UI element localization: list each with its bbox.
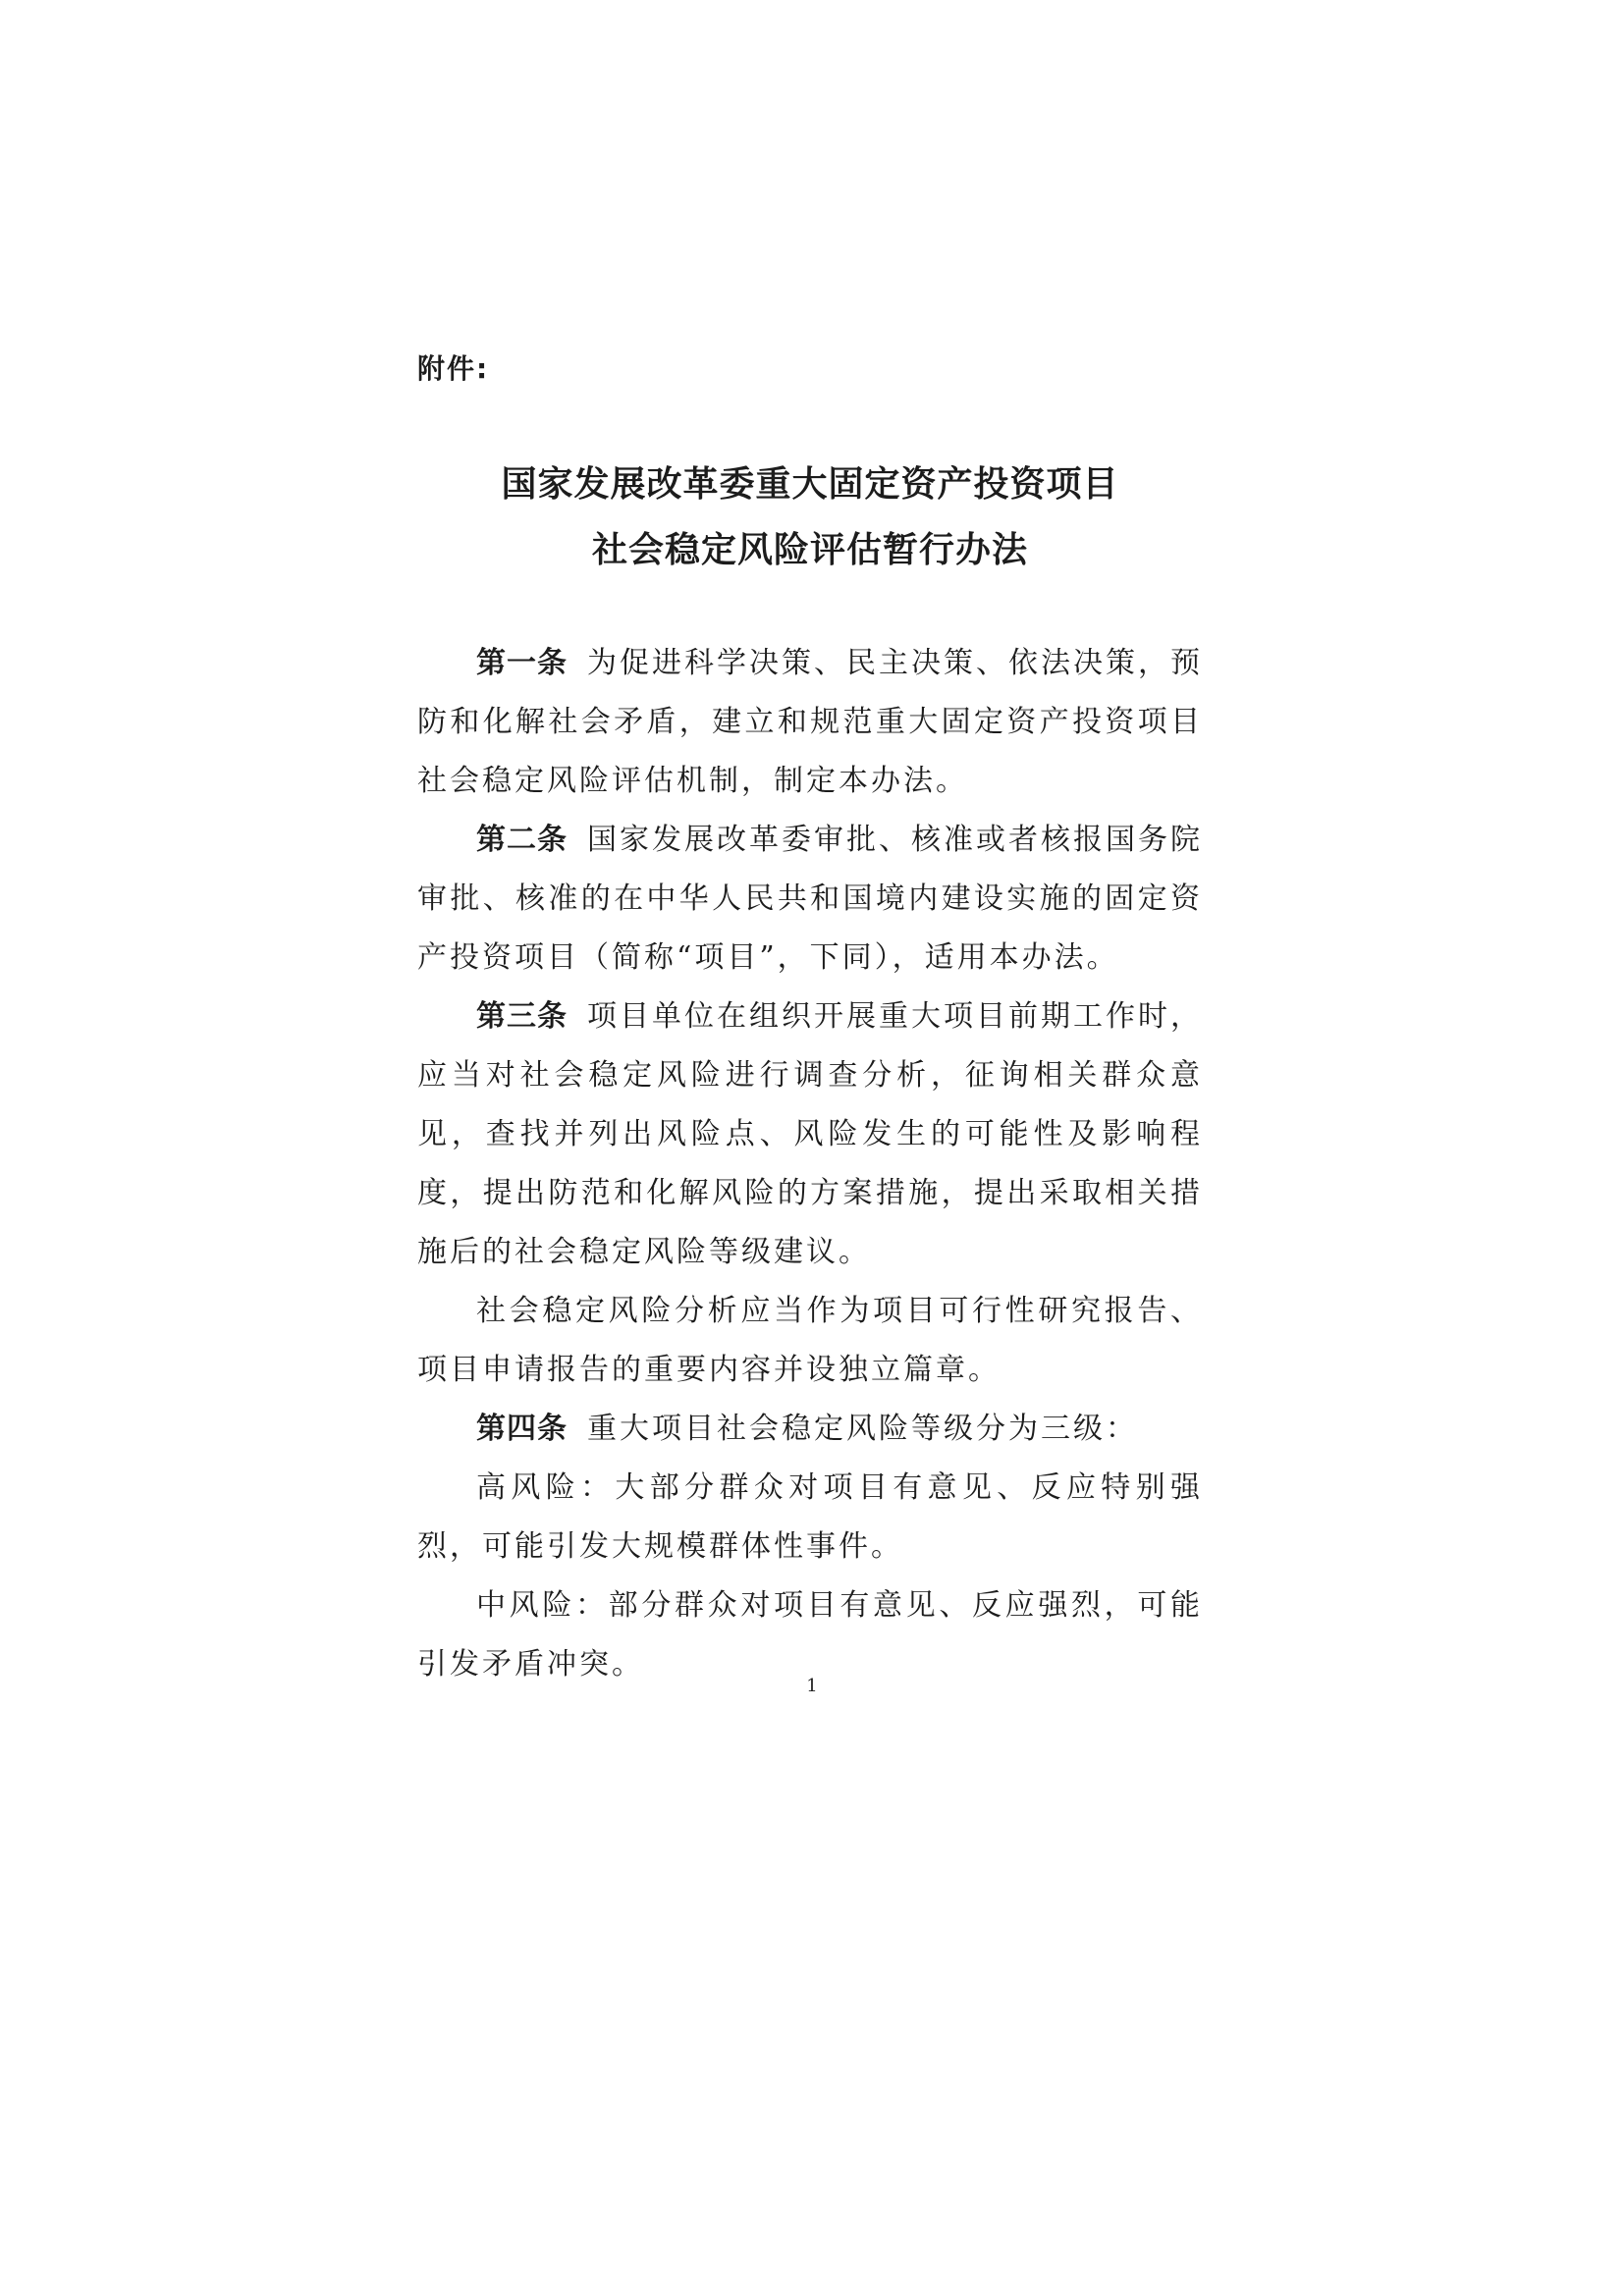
article-4-paragraph bbox=[417, 1400, 1203, 1459]
paragraph-text: 重大项目社会稳定风险等级分为三级： bbox=[587, 1412, 1138, 1446]
article-3-continuation-paragraph bbox=[417, 1282, 1203, 1400]
paragraph-text: 为促进科学决策、民主决策、依法决策，预防和化解社会矛盾，建立和规范重大固定资产投资项目社会稳定风险评估机制，制定本办法。 bbox=[417, 646, 1203, 798]
article-2-paragraph bbox=[417, 811, 1203, 988]
document-title-line-1: 国家发展改革委重大固定资产投资项目 bbox=[501, 463, 1119, 505]
document-title-line-2: 社会稳定风险评估暂行办法 bbox=[591, 529, 1028, 570]
page-number: 1 bbox=[806, 1676, 818, 1696]
article-3-paragraph bbox=[417, 988, 1203, 1282]
high-risk-paragraph bbox=[417, 1459, 1203, 1576]
paragraph-text: 项目单位在组织开展重大项目前期工作时，应当对社会稳定风险进行调查分析，征询相关群众意见，查找并列出风险点、风险发生的可能性及影响程度，提出防范和化解风险的方案措施，提出采取相关措施后的社会稳定风险等级建议。 bbox=[417, 999, 1203, 1269]
paragraph-text: 高风险：大部分群众对项目有意见、反应特别强烈，可能引发大规模群体性事件。 bbox=[417, 1470, 1203, 1564]
article-1-paragraph bbox=[417, 634, 1203, 811]
paragraph-text: 中风险：部分群众对项目有意见、反应强烈，可能引发矛盾冲突。 bbox=[417, 1588, 1203, 1682]
document-body bbox=[417, 634, 1203, 1694]
article-heading: 第一条 bbox=[476, 646, 568, 680]
article-heading: 第四条 bbox=[476, 1412, 568, 1446]
article-heading: 第三条 bbox=[476, 999, 568, 1034]
paragraph-text: 社会稳定风险分析应当作为项目可行性研究报告、项目申请报告的重要内容并设独立篇章。 bbox=[417, 1294, 1203, 1387]
article-heading: 第二条 bbox=[476, 823, 568, 857]
annex-label: 附件: bbox=[417, 352, 490, 385]
paragraph-text: 国家发展改革委审批、核准或者核报国务院审批、核准的在中华人民共和国境内建设实施的固定资产投资项目（简称“项目”，下同），适用本办法。 bbox=[417, 823, 1203, 975]
